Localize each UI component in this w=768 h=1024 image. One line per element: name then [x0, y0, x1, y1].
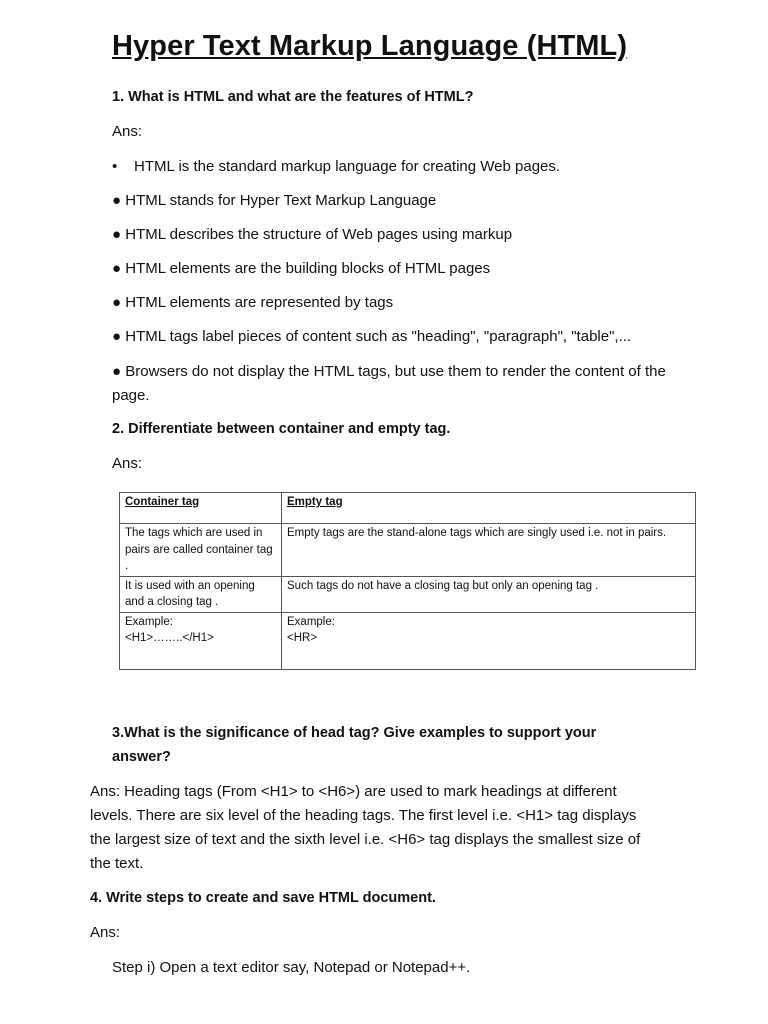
bullet-dot: ● — [112, 363, 126, 380]
table-header-cell — [282, 493, 696, 524]
q4-ans-label: Ans: — [90, 924, 121, 941]
bullet-text: HTML stands for Hyper Text Markup Language — [125, 192, 437, 209]
bullet-dot: ● — [112, 260, 126, 277]
header-empty-tag: Empty tag — [287, 496, 343, 508]
comparison-table — [119, 492, 696, 670]
table-cell: The tags which are used in pairs are called container tag . — [120, 524, 282, 577]
header-container-tag: Container tag — [125, 496, 200, 508]
q1-bullet-6 — [112, 325, 631, 349]
table-cell — [282, 612, 696, 669]
question-3-line-1: 3.What is the significance of head tag? Give examples to support your — [112, 725, 597, 741]
table-row — [120, 524, 696, 577]
bullet-text: HTML elements are represented by tags — [125, 294, 394, 311]
q1-bullet-2 — [112, 189, 436, 213]
bullet-text: Browsers do not display the HTML tags, but use them to render the content of the page. — [112, 363, 666, 404]
q1-bullet-3 — [112, 223, 512, 247]
bullet-dot: ● — [112, 294, 126, 311]
question-4: 4. Write steps to create and save HTML document. — [90, 890, 436, 906]
q3-answer-line-2: levels. There are six level of the heading tags. The first level i.e. <H1> tag displays — [90, 807, 637, 824]
q3-answer-line-1: Ans: Heading tags (From <H1> to <H6>) are used to mark headings at different — [90, 783, 617, 800]
bullet-dot: ● — [112, 192, 126, 209]
q1-bullet-4 — [112, 257, 490, 281]
example-label: Example: — [287, 615, 335, 628]
bullet-text: HTML elements are the building blocks of HTML pages — [125, 260, 491, 277]
q1-bullet-1 — [112, 155, 560, 179]
question-1: 1. What is HTML and what are the features of HTML? — [112, 89, 474, 105]
q1-bullet-7 — [112, 360, 682, 408]
bullet-dot: ● — [112, 226, 126, 243]
question-3-line-2: answer? — [112, 749, 171, 765]
table-header-cell — [120, 493, 282, 524]
table-header-row — [120, 493, 696, 524]
q4-step-1: Step i) Open a text editor say, Notepad or Notepad++. — [112, 959, 471, 976]
bullet-dot: ● — [112, 328, 126, 345]
bullet-text: HTML tags label pieces of content such as "heading", "paragraph", "table",... — [125, 328, 632, 345]
table-cell: It is used with an opening and a closing tag . — [120, 576, 282, 612]
q2-ans-label: Ans: — [112, 455, 143, 472]
table-row — [120, 612, 696, 669]
example-code: <H1>……..</H1> — [125, 632, 214, 645]
table-cell: Such tags do not have a closing tag but only an opening tag . — [282, 576, 696, 612]
q3-answer-line-3: the largest size of text and the sixth level i.e. <H6> tag displays the smallest size of — [90, 831, 641, 848]
question-2: 2. Differentiate between container and empty tag. — [112, 421, 451, 437]
table-cell: Empty tags are the stand-alone tags which are singly used i.e. not in pairs. — [282, 524, 696, 577]
q3-answer-line-4: the text. — [90, 855, 144, 872]
q1-bullet-5 — [112, 291, 393, 315]
q1-ans-label: Ans: — [112, 123, 143, 140]
table-cell — [120, 612, 282, 669]
bullet-text: HTML describes the structure of Web pages using markup — [125, 226, 513, 243]
bullet-dot: • — [112, 158, 118, 175]
example-code: <HR> — [287, 632, 318, 645]
example-label: Example: — [125, 615, 173, 628]
page-title: Hyper Text Markup Language (HTML) — [112, 30, 628, 62]
bullet-text: HTML is the standard markup language for creating Web pages. — [134, 158, 561, 175]
table-row — [120, 576, 696, 612]
